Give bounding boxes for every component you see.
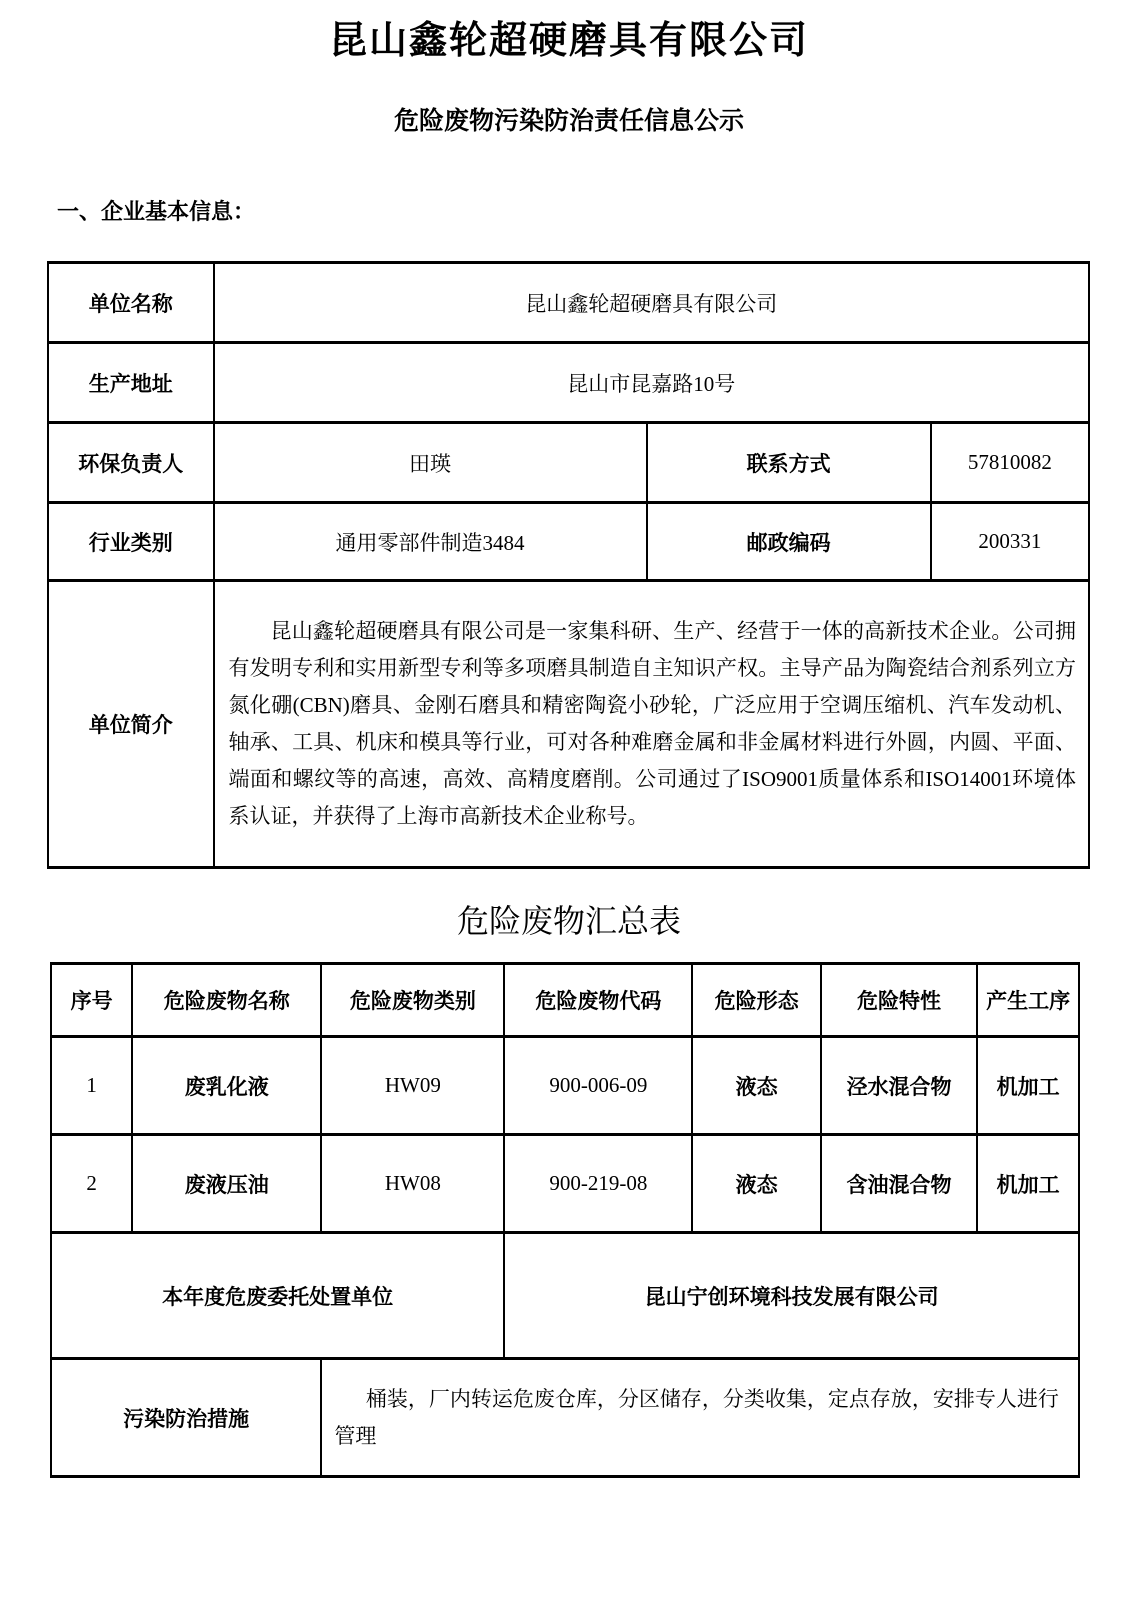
contact-value: 57810082	[931, 423, 1089, 503]
waste-2-no: 2	[51, 1135, 132, 1233]
section-heading-basic-info: 一、企业基本信息：	[57, 199, 256, 224]
address-label: 生产地址	[48, 343, 214, 423]
waste-2-category: HW08	[321, 1135, 504, 1233]
profile-value	[214, 581, 1089, 868]
waste-2-process: 机加工	[977, 1135, 1079, 1233]
table-row-env-officer	[48, 423, 1089, 503]
waste-table-title: 危险废物汇总表	[456, 903, 681, 939]
waste-2-form: 液态	[692, 1135, 821, 1233]
waste-row-1	[51, 1037, 1079, 1135]
header-waste-name: 危险废物名称	[132, 964, 321, 1037]
waste-2-name: 废液压油	[132, 1135, 321, 1233]
table-row-industry	[48, 503, 1089, 581]
header-waste-form: 危险形态	[692, 964, 821, 1037]
disposal-unit-value: 昆山宁创环境科技发展有限公司	[504, 1233, 1079, 1359]
contact-label: 联系方式	[647, 423, 931, 503]
profile-text: 昆山鑫轮超硬磨具有限公司是一家集科研、生产、经营于一体的高新技术企业。公司拥有发明专利和实用新型专利等多项磨具制造自主知识产权。主导产品为陶瓷结合剂系列立方氮化硼(CBN)磨具、金刚石磨具和精密陶瓷小砂轮，广泛应用于空调压缩机、汽车发动机、轴承、工具、机床和模具等行业，可对各种难磨金属和非金属材料进行外圆，内圆、平面、端面和螺纹等的高速，高效、高精度磨削。公司通过了ISO9001质量体系和ISO14001环境体系认证，并获得了上海市高新技术企业称号。	[228, 619, 1076, 828]
page-subtitle: 危险废物污染防治责任信息公示	[393, 107, 744, 135]
disposal-unit-label: 本年度危废委托处置单位	[51, 1233, 504, 1359]
unit-name-value: 昆山鑫轮超硬磨具有限公司	[214, 263, 1089, 343]
table-row-unit-name	[48, 263, 1089, 343]
waste-1-property: 泾水混合物	[821, 1037, 977, 1135]
waste-2-property: 含油混合物	[821, 1135, 977, 1233]
header-waste-property: 危险特性	[821, 964, 977, 1037]
waste-1-process: 机加工	[977, 1037, 1079, 1135]
header-waste-category: 危险废物类别	[321, 964, 504, 1037]
table-row-address	[48, 343, 1089, 423]
company-info-table	[47, 261, 1090, 869]
header-process: 产生工序	[977, 964, 1079, 1037]
header-waste-code: 危险废物代码	[504, 964, 692, 1037]
prevention-measures-row	[51, 1359, 1079, 1477]
address-value: 昆山市昆嘉路10号	[214, 343, 1089, 423]
waste-1-form: 液态	[692, 1037, 821, 1135]
unit-name-label: 单位名称	[48, 263, 214, 343]
page-title: 昆山鑫轮超硬磨具有限公司	[328, 20, 809, 62]
header-no: 序号	[51, 964, 132, 1037]
waste-1-category: HW09	[321, 1037, 504, 1135]
industry-value: 通用零部件制造3484	[214, 503, 647, 581]
hazardous-waste-table	[50, 962, 1080, 1478]
waste-1-code: 900-006-09	[504, 1037, 692, 1135]
waste-1-no: 1	[51, 1037, 132, 1135]
waste-row-2	[51, 1135, 1079, 1233]
waste-1-name: 废乳化液	[132, 1037, 321, 1135]
waste-table-header-row	[51, 964, 1079, 1037]
table-row-profile	[48, 581, 1089, 868]
profile-label: 单位简介	[48, 581, 214, 868]
disposal-unit-row	[51, 1233, 1079, 1359]
prevention-measures-label: 污染防治措施	[51, 1359, 321, 1477]
waste-2-code: 900-219-08	[504, 1135, 692, 1233]
postcode-label: 邮政编码	[647, 503, 931, 581]
industry-label: 行业类别	[48, 503, 214, 581]
env-officer-label: 环保负责人	[48, 423, 214, 503]
prevention-measures-value: 桶装，厂内转运危废仓库，分区储存，分类收集，定点存放，安排专人进行管理	[321, 1359, 1079, 1477]
postcode-value: 200331	[931, 503, 1089, 581]
env-officer-value: 田瑛	[214, 423, 647, 503]
